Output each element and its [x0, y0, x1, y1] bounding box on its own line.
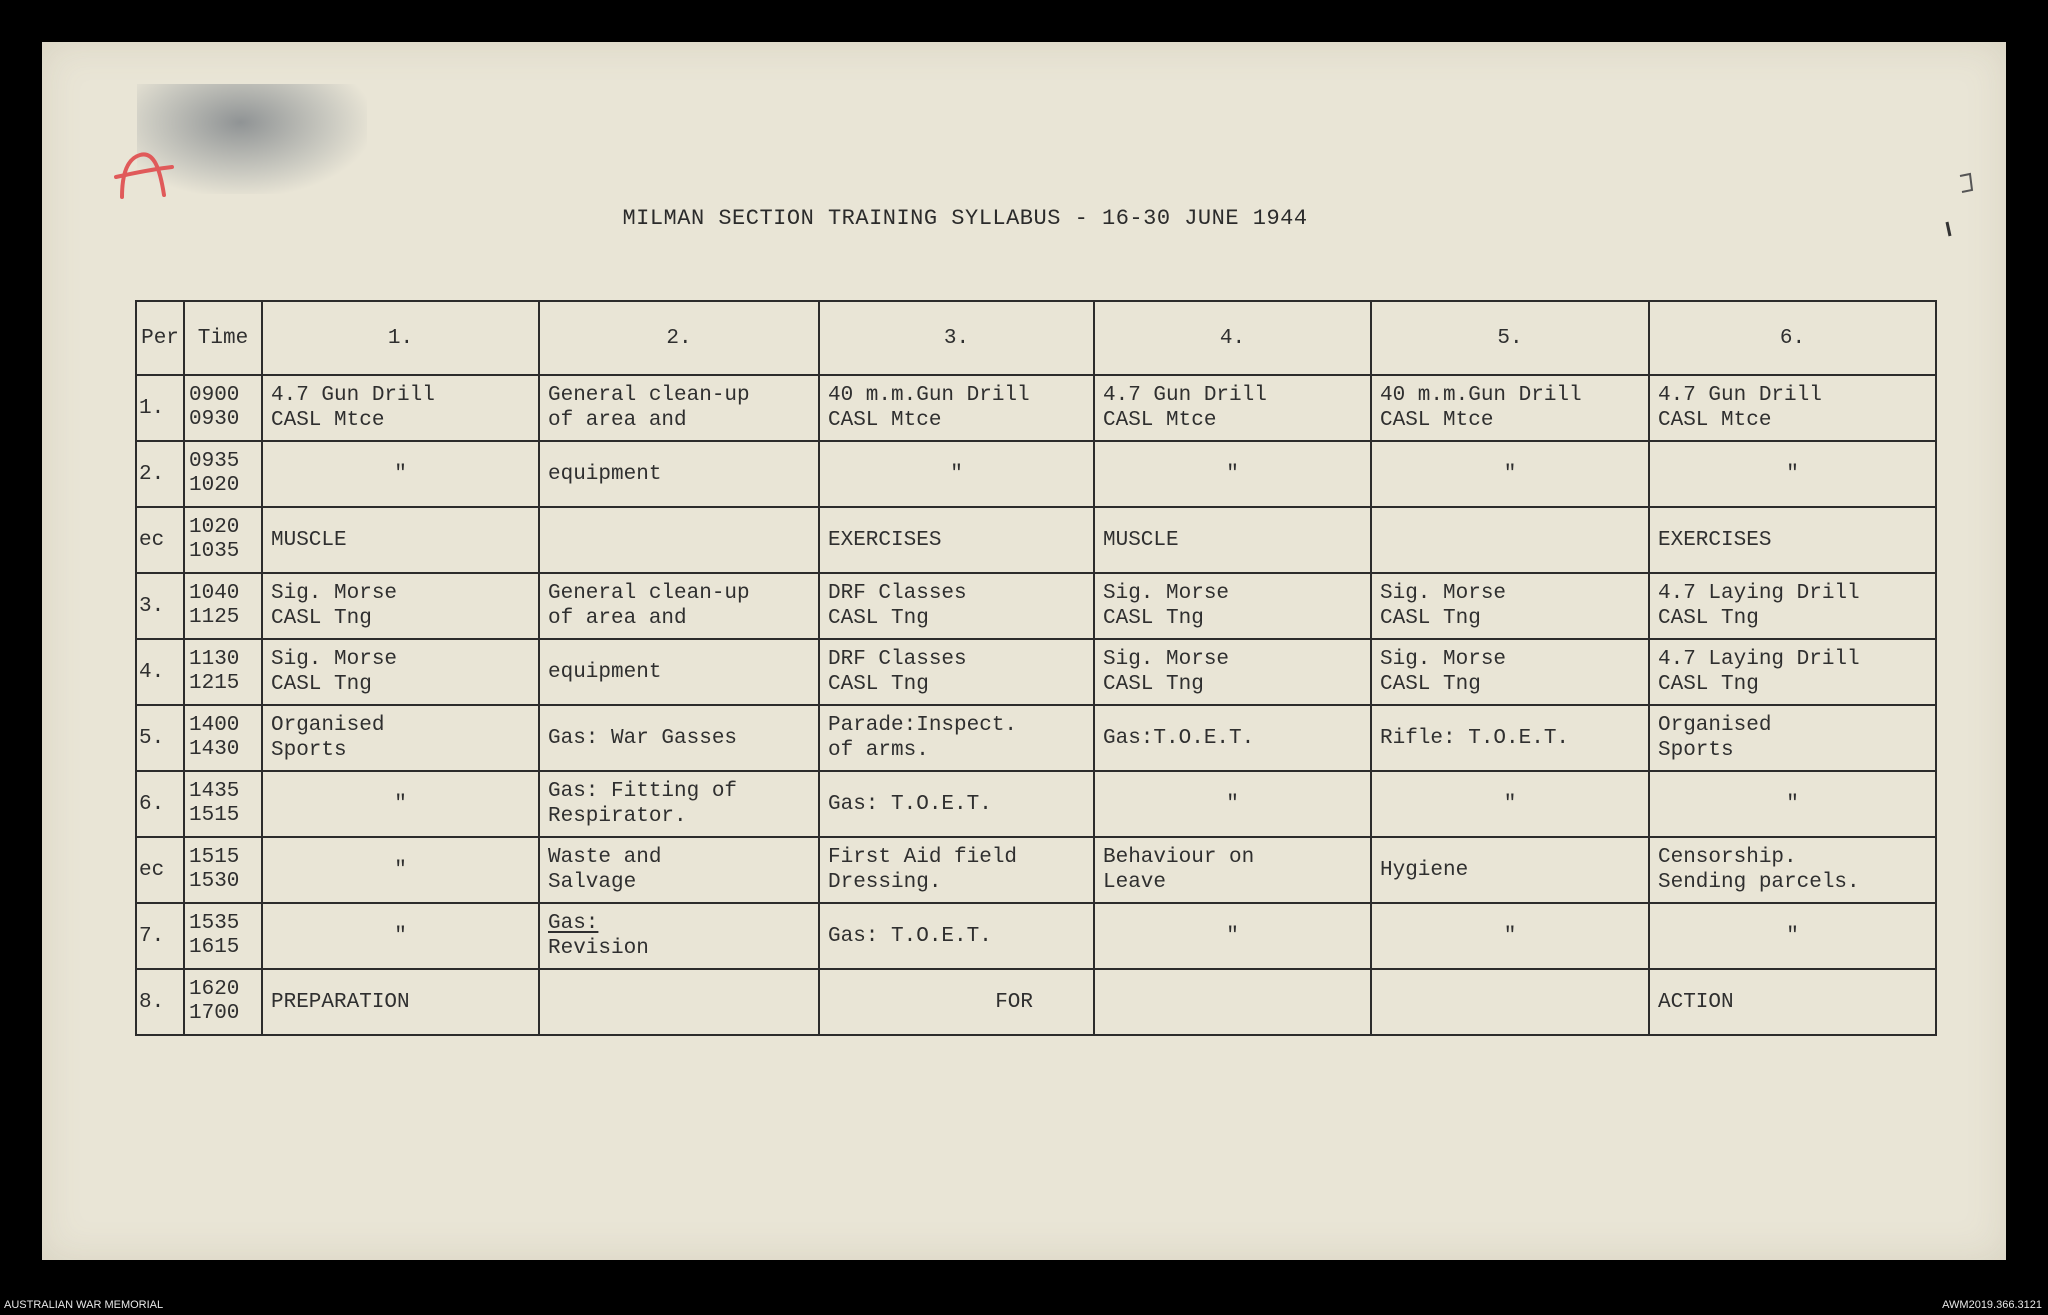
activity-cell: Gas: T.O.E.T.	[819, 771, 1094, 837]
activity-cell: DRF Classes CASL Tng	[819, 573, 1094, 639]
activity-cell: Rifle: T.O.E.T.	[1371, 705, 1649, 771]
table-row	[136, 771, 1936, 837]
activity-cell: General clean-up of area and	[539, 375, 819, 441]
header-day-3: 3.	[819, 301, 1094, 375]
time-cell: 1400 1430	[184, 705, 262, 771]
activity-cell: MUSCLE	[262, 507, 539, 573]
period-cell: 8.	[136, 969, 184, 1035]
activity-cell: Gas: Revision	[539, 903, 819, 969]
ditto-cell: "	[1649, 441, 1936, 507]
activity-cell	[539, 507, 819, 573]
time-cell: 1130 1215	[184, 639, 262, 705]
activity-cell: Organised Sports	[262, 705, 539, 771]
activity-cell: First Aid field Dressing.	[819, 837, 1094, 903]
activity-cell: Gas:T.O.E.T.	[1094, 705, 1371, 771]
activity-cell: 4.7 Gun Drill CASL Mtce	[262, 375, 539, 441]
ditto-cell: "	[819, 441, 1094, 507]
activity-cell: 4.7 Gun Drill CASL Mtce	[1649, 375, 1936, 441]
footer-credit: AUSTRALIAN WAR MEMORIAL	[4, 1299, 164, 1311]
header-per: Per	[136, 301, 184, 375]
ditto-cell: "	[262, 441, 539, 507]
activity-cell: Sig. Morse CASL Tng	[1371, 639, 1649, 705]
activity-cell: General clean-up of area and	[539, 573, 819, 639]
header-day-1: 1.	[262, 301, 539, 375]
period-cell: ec	[136, 837, 184, 903]
activity-cell: Sig. Morse CASL Tng	[1094, 573, 1371, 639]
table-row	[136, 639, 1936, 705]
period-cell: 4.	[136, 639, 184, 705]
period-cell: 6.	[136, 771, 184, 837]
activity-cell: Organised Sports	[1649, 705, 1936, 771]
period-cell: 5.	[136, 705, 184, 771]
ditto-cell: "	[1371, 903, 1649, 969]
period-cell: 1.	[136, 375, 184, 441]
header-day-2: 2.	[539, 301, 819, 375]
footer-accession-number: AWM2019.366.3121	[1942, 1299, 2042, 1311]
pencil-tick	[1944, 220, 1954, 240]
table-row	[136, 441, 1936, 507]
time-cell: 0935 1020	[184, 441, 262, 507]
header-time: Time	[184, 301, 262, 375]
activity-cell: Hygiene	[1371, 837, 1649, 903]
activity-cell: Gas: Fitting of Respirator.	[539, 771, 819, 837]
time-cell: 1435 1515	[184, 771, 262, 837]
activity-cell: Sig. Morse CASL Tng	[1371, 573, 1649, 639]
activity-cell: Behaviour on Leave	[1094, 837, 1371, 903]
activity-cell: Waste and Salvage	[539, 837, 819, 903]
activity-cell: Censorship. Sending parcels.	[1649, 837, 1936, 903]
activity-cell: FOR	[819, 969, 1094, 1035]
activity-cell: Gas: War Gasses	[539, 705, 819, 771]
activity-cell: Sig. Morse CASL Tng	[1094, 639, 1371, 705]
activity-cell: PREPARATION	[262, 969, 539, 1035]
ditto-cell: "	[1371, 771, 1649, 837]
ditto-cell: "	[1094, 903, 1371, 969]
activity-cell: 4.7 Gun Drill CASL Mtce	[1094, 375, 1371, 441]
activity-cell: equipment	[539, 441, 819, 507]
activity-cell: ACTION	[1649, 969, 1936, 1035]
header-day-4: 4.	[1094, 301, 1371, 375]
period-cell: 3.	[136, 573, 184, 639]
ditto-cell: "	[1649, 771, 1936, 837]
ditto-cell: "	[1094, 771, 1371, 837]
activity-cell: equipment	[539, 639, 819, 705]
table-row	[136, 969, 1936, 1035]
activity-cell	[1094, 969, 1371, 1035]
ditto-cell: "	[262, 903, 539, 969]
activity-cell: Sig. Morse CASL Tng	[262, 573, 539, 639]
time-cell: 1620 1700	[184, 969, 262, 1035]
table-row	[136, 375, 1936, 441]
activity-cell	[539, 969, 819, 1035]
table-row	[136, 705, 1936, 771]
handwritten-mark	[114, 147, 174, 203]
activity-cell: 40 m.m.Gun Drill CASL Mtce	[1371, 375, 1649, 441]
ditto-cell: "	[262, 837, 539, 903]
table-row	[136, 837, 1936, 903]
time-cell: 1040 1125	[184, 573, 262, 639]
activity-cell	[1371, 969, 1649, 1035]
activity-cell: 4.7 Laying Drill CASL Tng	[1649, 639, 1936, 705]
period-cell: ec	[136, 507, 184, 573]
period-cell: 7.	[136, 903, 184, 969]
activity-cell: Sig. Morse CASL Tng	[262, 639, 539, 705]
activity-cell: EXERCISES	[1649, 507, 1936, 573]
activity-cell: Gas: T.O.E.T.	[819, 903, 1094, 969]
ditto-cell: "	[262, 771, 539, 837]
activity-cell: Parade:Inspect. of arms.	[819, 705, 1094, 771]
header-day-6: 6.	[1649, 301, 1936, 375]
activity-cell: 40 m.m.Gun Drill CASL Mtce	[819, 375, 1094, 441]
training-syllabus-table	[135, 300, 1937, 1036]
header-row	[136, 301, 1936, 375]
time-cell: 1020 1035	[184, 507, 262, 573]
table-row	[136, 573, 1936, 639]
activity-cell: DRF Classes CASL Tng	[819, 639, 1094, 705]
activity-cell: MUSCLE	[1094, 507, 1371, 573]
period-cell: 2.	[136, 441, 184, 507]
time-cell: 0900 0930	[184, 375, 262, 441]
ditto-cell: "	[1094, 441, 1371, 507]
activity-cell: 4.7 Laying Drill CASL Tng	[1649, 573, 1936, 639]
ditto-cell: "	[1371, 441, 1649, 507]
document-title: MILMAN SECTION TRAINING SYLLABUS - 16-30 JUNE 1944	[622, 206, 1308, 231]
time-cell: 1515 1530	[184, 837, 262, 903]
pencil-mark	[1956, 172, 1976, 194]
activity-cell: EXERCISES	[819, 507, 1094, 573]
activity-cell	[1371, 507, 1649, 573]
header-day-5: 5.	[1371, 301, 1649, 375]
table-row	[136, 903, 1936, 969]
ditto-cell: "	[1649, 903, 1936, 969]
table-row	[136, 507, 1936, 573]
time-cell: 1535 1615	[184, 903, 262, 969]
